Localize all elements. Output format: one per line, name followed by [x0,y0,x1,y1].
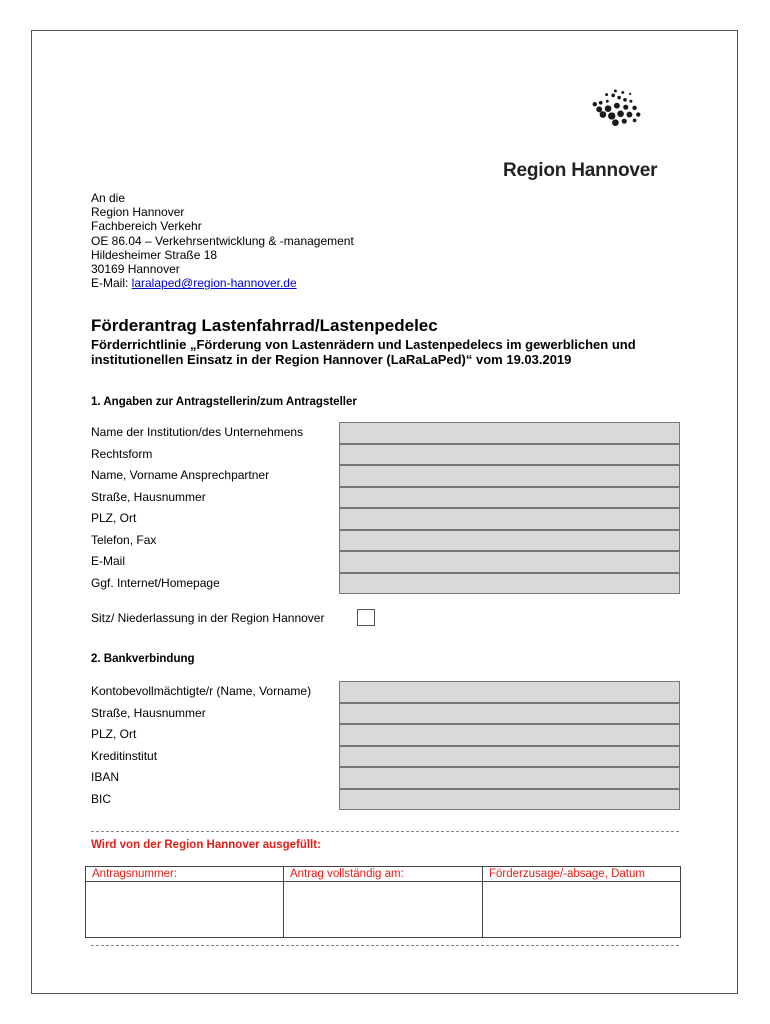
logo-text: Region Hannover [503,160,658,181]
recipient-address [91,191,354,290]
address-line: 30169 Hannover [91,262,180,277]
field-label: Kontobevollmächtigte/r (Name, Vorname) [91,684,312,698]
homepage-input[interactable] [339,573,680,595]
address-line: Hildesheimer Straße 18 [91,247,218,262]
field-label: Ggf. Internet/Homepage [91,575,220,590]
application-complete-cell[interactable] [284,867,483,937]
bank-street-input[interactable] [339,703,680,725]
applicant-row-institution [91,422,681,444]
bank-row-street [91,703,681,725]
document-title: Förderantrag Lastenfahrrad/Lastenpedelec [91,316,438,335]
bank-row-institute [91,746,681,768]
region-hannover-logo [503,88,663,158]
postcode-city-input[interactable] [339,508,680,530]
section-applicant-heading: 1. Angaben zur Antragstellerin/zum Antragsteller [91,396,357,408]
seat-checkbox-label: Sitz/ Niederlassung in der Region Hannover [91,611,325,625]
applicant-row-rechtsform [91,444,681,466]
bank-row-holder [91,681,681,703]
document-subtitle: Förderrichtlinie „Förderung von Lastenrädern und Lastenpedelecs im gewerblichen und institutionellen Einsatz in der Region Hannover (LaRaLaPed)“ vom 19.03.2019 [91,337,636,367]
bank-row-bic [91,789,681,811]
applicant-row-postcode [91,508,681,530]
applicant-row-email [91,551,681,573]
bank-row-postcode [91,724,681,746]
contact-name-input[interactable] [339,465,680,487]
bank-row-iban [91,767,681,789]
field-label: BIC [91,791,112,806]
field-label: IBAN [91,770,120,784]
field-label: PLZ, Ort [91,511,137,525]
field-label: Name der Institution/des Unternehmens [91,425,304,439]
email-line [91,276,354,290]
official-use-heading: Wird von der Region Hannover ausgefüllt: [91,839,321,851]
address-line: Fachbereich Verkehr [91,219,202,234]
iban-input[interactable] [339,767,680,789]
email-link[interactable]: laralaped@region-hannover.de [131,276,297,291]
credit-institute-input[interactable] [339,746,680,768]
email-label: E-Mail: [91,276,132,291]
bank-postcode-city-input[interactable] [339,724,680,746]
application-number-header: Antragsnummer: [86,867,283,882]
rechtsform-input[interactable] [339,444,680,466]
field-label: Straße, Hausnummer [91,705,206,720]
applicant-row-homepage [91,573,681,595]
field-label: PLZ, Ort [91,727,137,741]
street-input[interactable] [339,487,680,509]
field-label: Kreditinstitut [91,748,158,763]
address-line: Region Hannover [91,205,185,220]
field-label: Straße, Hausnummer [91,489,206,504]
dashed-divider [91,945,679,946]
field-label: Name, Vorname Ansprechpartner [91,468,270,482]
bic-input[interactable] [339,789,680,811]
address-line: OE 86.04 – Verkehrsentwicklung & -management [91,233,354,248]
applicant-row-street [91,487,681,509]
official-use-table [85,866,681,938]
phone-fax-input[interactable] [339,530,680,552]
institution-input[interactable] [339,422,680,444]
dashed-divider [91,831,679,832]
section-bank-heading: 2. Bankverbindung [91,653,195,665]
field-label: Rechtsform [91,446,153,461]
email-input[interactable] [339,551,680,573]
approval-date-header: Förderzusage/-absage, Datum [483,867,680,882]
seat-in-region-checkbox[interactable] [357,609,375,626]
applicant-row-contact [91,465,681,487]
application-number-cell[interactable] [86,867,284,937]
field-label: Telefon, Fax [91,532,157,547]
address-line: An die [91,191,126,205]
field-label: E-Mail [91,554,126,568]
applicant-row-phone [91,530,681,552]
account-holder-input[interactable] [339,681,680,703]
application-complete-header: Antrag vollständig am: [284,867,482,882]
approval-date-cell[interactable] [483,867,680,937]
